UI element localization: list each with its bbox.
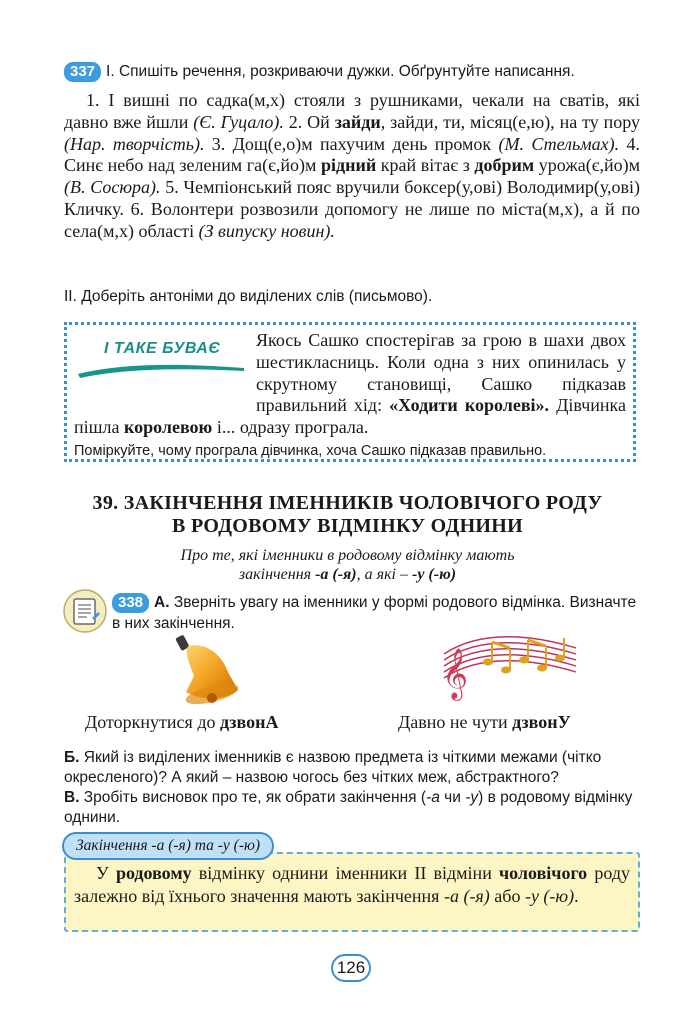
highlighted-phrase: «Ходити королеві». [389, 395, 550, 416]
exercise-number-badge: 338 [112, 593, 149, 613]
exercise-337-sentences [64, 90, 640, 243]
ending-highlight: А [265, 712, 279, 732]
notebook-icon [62, 588, 108, 634]
bell-icon [168, 632, 248, 706]
rule-tab: Закінчення -а (-я) та -у (-ю) [62, 832, 274, 860]
highlighted-word: королевою [123, 417, 213, 438]
section-subtitle: Про те, які іменники в родовому відмінку мають закінчення -а (-я), а які – -у (-ю) [180, 547, 515, 583]
sentence-text: 3. Дощ(е,о)м пахучим день промок [204, 133, 499, 154]
caption-sound: Давно не чути дзвонУ [398, 712, 571, 732]
caption-bell: Доторкнутися до дзвонА [85, 712, 279, 732]
highlighted-word: зайди [334, 111, 381, 132]
ending-highlight: У [557, 712, 571, 732]
sentence-text: 6. Волонтери розвозили допомогу не лише по міста(м,х), а й по села(м,х) області [64, 198, 640, 241]
exercise-337-header [64, 62, 644, 82]
svg-text:𝄞: 𝄞 [442, 648, 469, 699]
exercise-task: І. Спишіть речення, розкриваючи дужки. Обґрунтуйте написання. [106, 63, 575, 80]
sentence-text: край вітає з [376, 155, 475, 176]
fun-fact-text: Якось Сашко спостерігав за грою в шахи двох шестикласниць. Коли одна з них опинилась у скрутному становищі, Сашко підказав правильний хід: «Ходити королеві». Дівчинка пішла королевою і... одразу програла. [74, 330, 626, 438]
exercise-number-badge: 337 [64, 62, 101, 82]
sentence-text: 2. Ой [283, 111, 335, 132]
rule-text: У родовому відмінку однини іменники ІІ відміни чоловічого роду залежно від їхнього значення мають закінчення -а (-я) або -у (-ю). [74, 863, 631, 906]
fun-fact-question: Поміркуйте, чому програла дівчинка, хоча Сашко підказав правильно. [74, 443, 547, 459]
music-notes-icon [440, 624, 580, 704]
sentence-text: 4. Синє небо над зеленим га(є,йо)м [64, 133, 641, 176]
exercise-338-tasks-b-v: Б. Який із виділених іменників є назвою предмета із чіткими межами (чітко окресленого)? А який – назвою чогось без чітких меж, абстрактного? В. Зробіть висновок про те, як обрати закінчення (-а чи -у) в родовому відмінку однини. [64, 749, 633, 826]
sentence-text: 1. І вишні по садка(м,х) стояли з рушниками, чекали на сватів, які давно вже йшли [64, 90, 640, 132]
sentence-text: 5. Чемпіонський пояс вручили боксер(у,ові) Володимир(у,ові) Кличку. [64, 177, 641, 219]
highlighted-word: добрим [474, 155, 535, 176]
source: (М. Стельмах). [498, 133, 620, 154]
exercise-337-task-2: ІІ. Доберіть антоніми до виділених слів (письмово). [64, 288, 433, 305]
fun-fact-title: І ТАКЕ БУВАЄ [104, 340, 221, 357]
page-number: 126 [331, 954, 371, 982]
section-title: 39. ЗАКІНЧЕННЯ ІМЕННИКІВ ЧОЛОВІЧОГО РОДУ В РОДОВОМУ ВІДМІНКУ ОДНИНИ [92, 492, 603, 537]
source: (З випуску новин). [198, 220, 335, 241]
source: (Нар. творчість). [64, 133, 205, 154]
source: (Є. Гуцало). [193, 111, 284, 132]
swoosh-decoration-icon [76, 358, 246, 380]
sentence-text: урожа(є,йо)м [534, 155, 640, 176]
exercise-338-header: 338 А. Зверніть увагу на іменники у формі родового відмінка. Визначте в них закінчення. [112, 594, 637, 632]
sentence-text: , зайди, ти, місяц(е,ю), на ту пору [380, 111, 640, 132]
source: (В. Сосюра). [64, 177, 161, 198]
highlighted-word: рідний [320, 155, 377, 176]
